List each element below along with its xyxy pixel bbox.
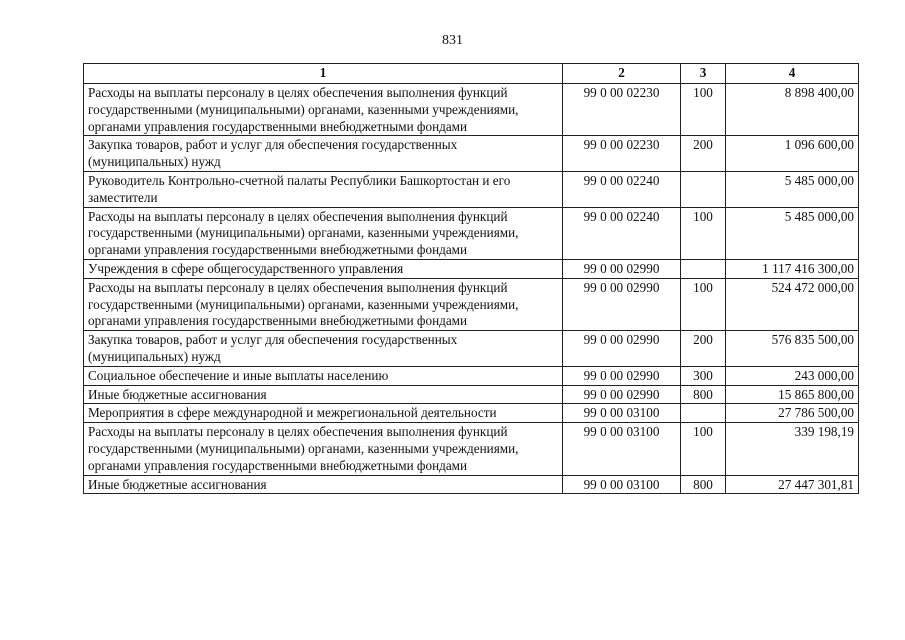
cell-name: Социальное обеспечение и иные выплаты населению (84, 366, 563, 385)
table-row (84, 475, 859, 494)
cell-sum: 15 865 800,00 (726, 385, 859, 404)
cell-vid: 100 (681, 423, 726, 475)
table-row (84, 404, 859, 423)
column-header-name: 1 (84, 64, 563, 84)
page-number: 831 (442, 33, 463, 48)
cell-code: 99 0 00 02990 (563, 385, 681, 404)
cell-sum: 1 096 600,00 (726, 136, 859, 172)
cell-vid: 200 (681, 136, 726, 172)
table-row (84, 385, 859, 404)
cell-name: Закупка товаров, работ и услуг для обеспечения государственных (муниципальных) нужд (84, 136, 563, 172)
cell-sum: 339 198,19 (726, 423, 859, 475)
table-row (84, 423, 859, 475)
column-header-sum: 4 (726, 64, 859, 84)
cell-code: 99 0 00 02240 (563, 171, 681, 207)
table-header (84, 64, 859, 84)
cell-name: Расходы на выплаты персоналу в целях обеспечения выполнения функций государственными (муниципальными) органами, казенными учреждениями, органами управления государственными внебюджетными фондами (84, 207, 563, 259)
table-row (84, 366, 859, 385)
cell-sum: 1 117 416 300,00 (726, 259, 859, 278)
cell-vid: 100 (681, 84, 726, 136)
table-row (84, 331, 859, 367)
cell-sum: 27 786 500,00 (726, 404, 859, 423)
table-row (84, 278, 859, 330)
cell-code: 99 0 00 03100 (563, 404, 681, 423)
cell-code: 99 0 00 02240 (563, 207, 681, 259)
cell-vid (681, 404, 726, 423)
cell-code: 99 0 00 02990 (563, 366, 681, 385)
cell-code: 99 0 00 02990 (563, 259, 681, 278)
column-header-code: 2 (563, 64, 681, 84)
table-row (84, 259, 859, 278)
cell-sum: 5 485 000,00 (726, 207, 859, 259)
cell-vid: 100 (681, 207, 726, 259)
cell-vid: 300 (681, 366, 726, 385)
column-header-vid: 3 (681, 64, 726, 84)
table-row (84, 171, 859, 207)
cell-sum: 27 447 301,81 (726, 475, 859, 494)
budget-table (83, 63, 859, 494)
cell-vid: 100 (681, 278, 726, 330)
cell-name: Расходы на выплаты персоналу в целях обеспечения выполнения функций государственными (муниципальными) органами, казенными учреждениями, органами управления государственными внебюджетными фондами (84, 84, 563, 136)
cell-code: 99 0 00 02990 (563, 331, 681, 367)
cell-sum: 5 485 000,00 (726, 171, 859, 207)
cell-code: 99 0 00 02230 (563, 136, 681, 172)
cell-vid (681, 171, 726, 207)
cell-name: Учреждения в сфере общегосударственного управления (84, 259, 563, 278)
table-body (84, 84, 859, 494)
cell-name: Иные бюджетные ассигнования (84, 475, 563, 494)
cell-vid: 800 (681, 385, 726, 404)
cell-sum: 8 898 400,00 (726, 84, 859, 136)
cell-name: Руководитель Контрольно-счетной палаты Республики Башкортостан и его заместители (84, 171, 563, 207)
cell-name: Иные бюджетные ассигнования (84, 385, 563, 404)
cell-name: Мероприятия в сфере международной и межрегиональной деятельности (84, 404, 563, 423)
header-row (84, 64, 859, 84)
cell-code: 99 0 00 03100 (563, 423, 681, 475)
cell-vid: 200 (681, 331, 726, 367)
cell-sum: 576 835 500,00 (726, 331, 859, 367)
cell-sum: 524 472 000,00 (726, 278, 859, 330)
cell-name: Расходы на выплаты персоналу в целях обеспечения выполнения функций государственными (муниципальными) органами, казенными учреждениями, органами управления государственными внебюджетными фондами (84, 423, 563, 475)
cell-code: 99 0 00 03100 (563, 475, 681, 494)
table-row (84, 136, 859, 172)
table-row (84, 207, 859, 259)
cell-name: Расходы на выплаты персоналу в целях обеспечения выполнения функций государственными (муниципальными) органами, казенными учреждениями, органами управления государственными внебюджетными фондами (84, 278, 563, 330)
cell-vid: 800 (681, 475, 726, 494)
cell-vid (681, 259, 726, 278)
cell-sum: 243 000,00 (726, 366, 859, 385)
cell-code: 99 0 00 02230 (563, 84, 681, 136)
table-row (84, 84, 859, 136)
cell-code: 99 0 00 02990 (563, 278, 681, 330)
cell-name: Закупка товаров, работ и услуг для обеспечения государственных (муниципальных) нужд (84, 331, 563, 367)
